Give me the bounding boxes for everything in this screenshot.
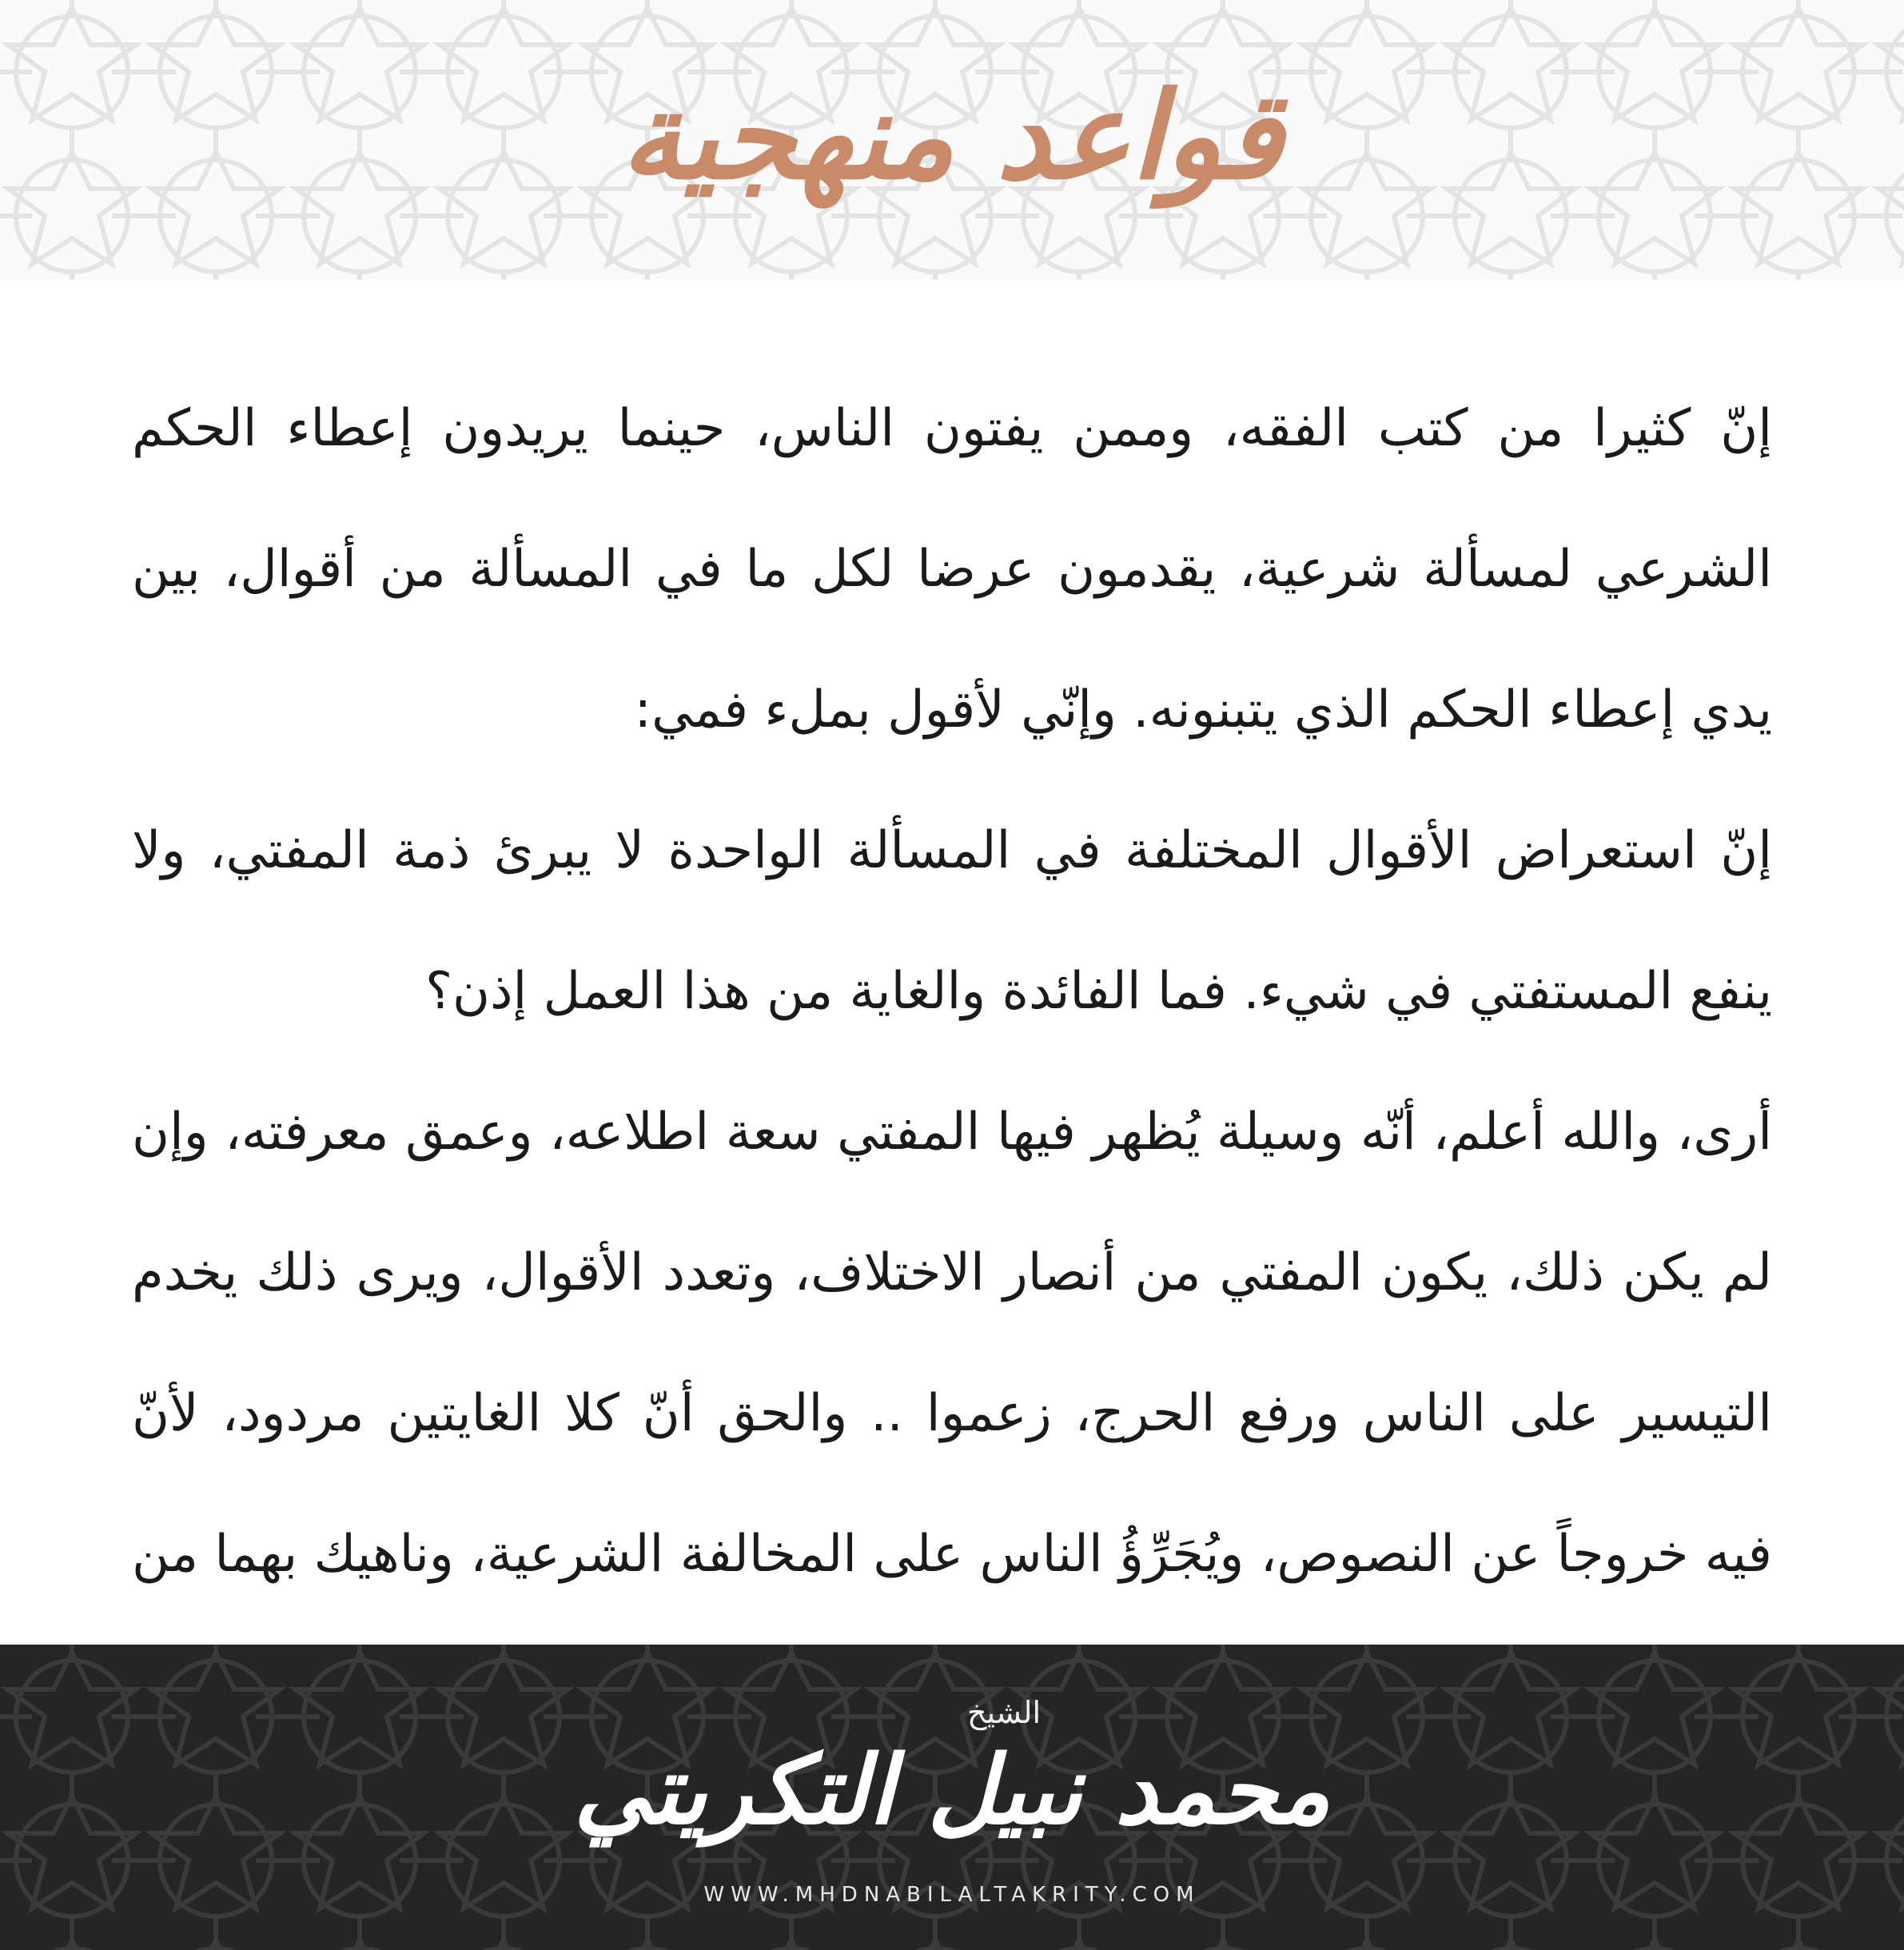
- paragraph-3: أرى، والله أعلم، أنّه وسيلة يُظهر فيها المفتي سعة اطلاعه، وعمق معرفته، وإن لم يكن ذلك، يكون المفتي من أنصار الاختلاف، وتعدد الأقوال، ويرى ذلك يخدم التيسير على الناس ورفع الحرج، زعموا .. والحق أنّ كلا الغايتين مردود، لأنّ فيه خروجاً عن النصوص، ويُجَرِّؤُ الناس على المخالفة الشرعية، وناهيك بهما من: [132, 1103, 1772, 1584]
- page-title: قواعد منهجية: [620, 66, 1284, 206]
- website-link[interactable]: WWW.MHDNABILALTAKRITY.COM: [703, 1883, 1201, 1907]
- author-title-label: الشيخ: [967, 1695, 1042, 1730]
- author-signature: محمد نبيل التكريتي: [573, 1734, 1331, 1845]
- paragraph-1: إنّ كثيرا من كتب الفقه، وممن يفتون الناس، حينما يريدون إعطاء الحكم الشرعي لمسألة شرعية، يقدمون عرضا لكل ما في المسألة من أقوال، بين يدي إعطاء الحكم الذي يتبنونه. وإنّي لأقول بملء فمي:: [132, 399, 1772, 740]
- paragraph-2: إنّ استعراض الأقوال المختلفة في المسألة الواحدة لا يبرئ ذمة المفتي، ولا ينفع المستفتي في شيء. فما الفائدة والغاية من هذا العمل إذن؟: [132, 821, 1772, 1021]
- header-banner: [0, 0, 1904, 280]
- article-body: [132, 358, 1772, 1765]
